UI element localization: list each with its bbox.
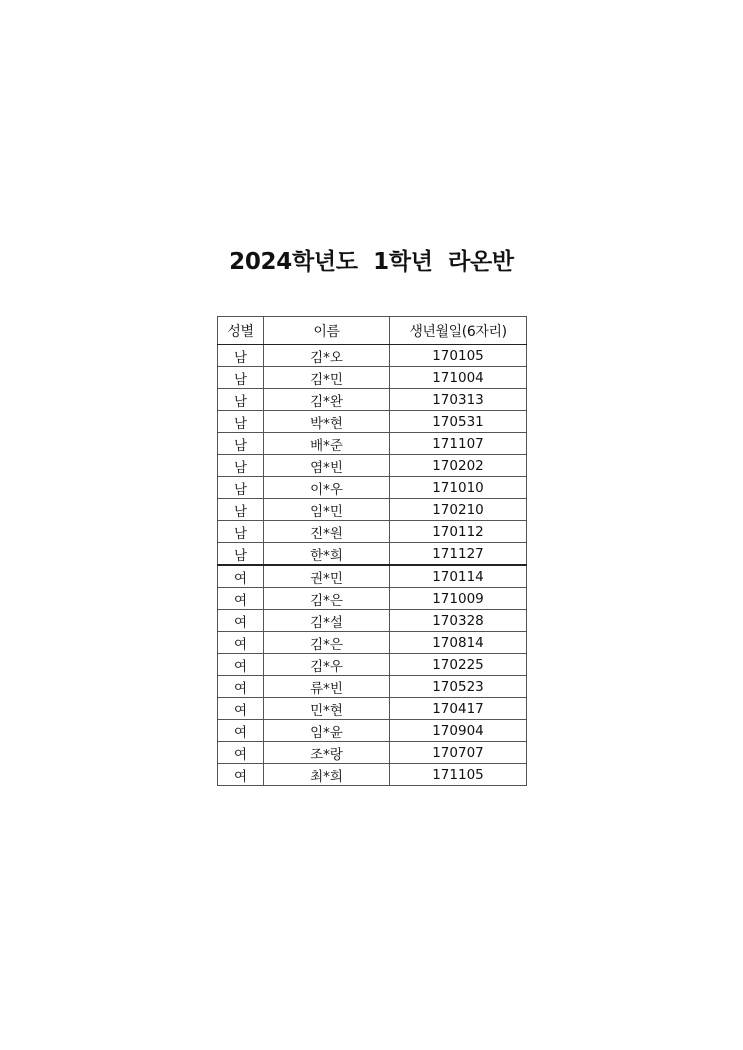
cell-gender: 여 — [218, 764, 264, 786]
cell-name: 배*준 — [264, 433, 390, 455]
cell-birthdate: 170112 — [390, 521, 527, 543]
table-row — [218, 543, 527, 566]
table-row — [218, 632, 527, 654]
header-gender: 성별 — [218, 317, 264, 345]
cell-name: 김*설 — [264, 610, 390, 632]
table-row — [218, 411, 527, 433]
class-roster-table — [217, 316, 527, 786]
cell-birthdate: 170225 — [390, 654, 527, 676]
cell-gender: 여 — [218, 610, 264, 632]
cell-gender: 여 — [218, 588, 264, 610]
table-row — [218, 433, 527, 455]
table-row — [218, 499, 527, 521]
cell-birthdate: 170114 — [390, 565, 527, 588]
cell-name: 류*빈 — [264, 676, 390, 698]
cell-gender: 남 — [218, 411, 264, 433]
cell-birthdate: 170417 — [390, 698, 527, 720]
page-title: 2024학년도 1학년 라온반 — [229, 249, 514, 275]
cell-gender: 남 — [218, 345, 264, 367]
cell-gender: 여 — [218, 632, 264, 654]
cell-gender: 남 — [218, 521, 264, 543]
cell-birthdate: 170707 — [390, 742, 527, 764]
cell-name: 한*희 — [264, 543, 390, 566]
cell-gender: 여 — [218, 676, 264, 698]
cell-gender: 남 — [218, 455, 264, 477]
table-row — [218, 742, 527, 764]
cell-birthdate: 171127 — [390, 543, 527, 566]
cell-name: 박*현 — [264, 411, 390, 433]
cell-name: 권*민 — [264, 565, 390, 588]
cell-gender: 남 — [218, 367, 264, 389]
table-row — [218, 345, 527, 367]
cell-birthdate: 171107 — [390, 433, 527, 455]
cell-name: 민*현 — [264, 698, 390, 720]
cell-birthdate: 170313 — [390, 389, 527, 411]
table-row — [218, 565, 527, 588]
cell-name: 이*우 — [264, 477, 390, 499]
table-row — [218, 654, 527, 676]
table-row — [218, 521, 527, 543]
cell-name: 최*희 — [264, 764, 390, 786]
table-row — [218, 720, 527, 742]
cell-name: 김*은 — [264, 632, 390, 654]
cell-gender: 여 — [218, 565, 264, 588]
cell-gender: 여 — [218, 654, 264, 676]
cell-name: 김*우 — [264, 654, 390, 676]
cell-name: 진*원 — [264, 521, 390, 543]
cell-name: 조*랑 — [264, 742, 390, 764]
header-name: 이름 — [264, 317, 390, 345]
table-row — [218, 367, 527, 389]
cell-gender: 남 — [218, 389, 264, 411]
cell-name: 임*민 — [264, 499, 390, 521]
cell-birthdate: 170328 — [390, 610, 527, 632]
table-row — [218, 389, 527, 411]
cell-name: 김*민 — [264, 367, 390, 389]
cell-gender: 여 — [218, 742, 264, 764]
cell-gender: 여 — [218, 720, 264, 742]
cell-birthdate: 171105 — [390, 764, 527, 786]
cell-birthdate: 171004 — [390, 367, 527, 389]
cell-name: 김*완 — [264, 389, 390, 411]
table-row — [218, 588, 527, 610]
cell-gender: 여 — [218, 698, 264, 720]
header-birthdate: 생년월일(6자리) — [390, 317, 527, 345]
cell-birthdate: 170202 — [390, 455, 527, 477]
cell-gender: 남 — [218, 477, 264, 499]
cell-birthdate: 170105 — [390, 345, 527, 367]
table-header-row — [218, 317, 527, 345]
cell-gender: 남 — [218, 433, 264, 455]
cell-name: 염*빈 — [264, 455, 390, 477]
cell-birthdate: 171010 — [390, 477, 527, 499]
cell-birthdate: 170210 — [390, 499, 527, 521]
table-row — [218, 698, 527, 720]
cell-name: 임*윤 — [264, 720, 390, 742]
cell-name: 김*은 — [264, 588, 390, 610]
cell-gender: 남 — [218, 499, 264, 521]
cell-birthdate: 170904 — [390, 720, 527, 742]
table-row — [218, 455, 527, 477]
cell-name: 김*오 — [264, 345, 390, 367]
cell-birthdate: 170531 — [390, 411, 527, 433]
cell-birthdate: 170814 — [390, 632, 527, 654]
table-row — [218, 676, 527, 698]
table-row — [218, 764, 527, 786]
cell-birthdate: 171009 — [390, 588, 527, 610]
table-row — [218, 477, 527, 499]
cell-gender: 남 — [218, 543, 264, 566]
cell-birthdate: 170523 — [390, 676, 527, 698]
table-row — [218, 610, 527, 632]
